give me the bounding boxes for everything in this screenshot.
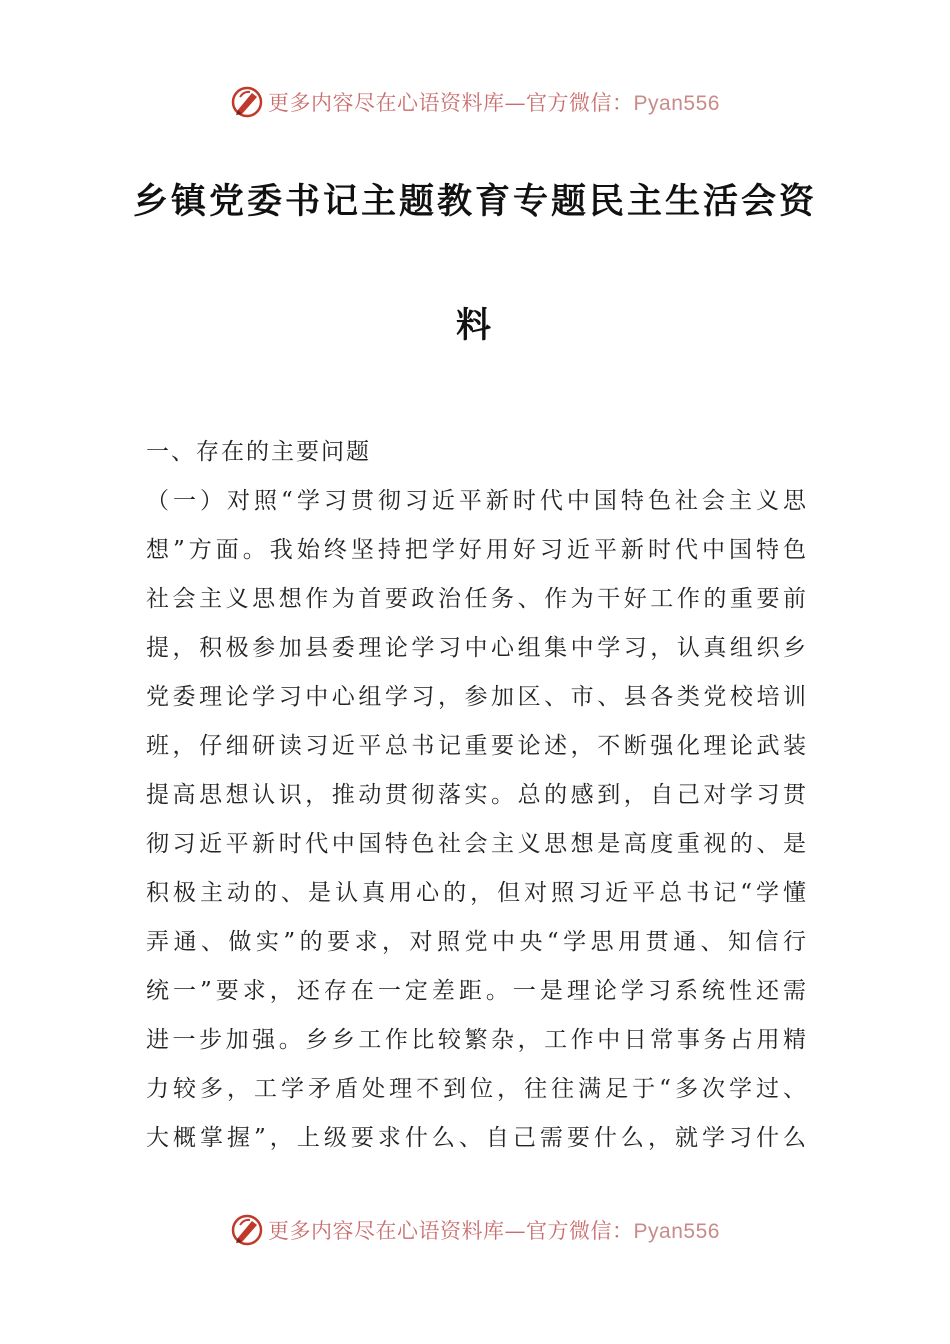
document-title-line1: 乡镇党委书记主题教育专题民主生活会资 [132, 181, 817, 222]
body-line: 班，仔细研读习近平总书记重要论述，不断强化理论武装 [146, 733, 806, 759]
body-line: 大概掌握”，上级要求什么、自己需要什么，就学习什么 [146, 1125, 806, 1151]
body-line: 想”方面。我始终坚持把学好用好习近平新时代中国特色 [146, 537, 806, 563]
document-title-line2: 料 [455, 305, 494, 346]
body-line: 提，积极参加县委理论学习中心组集中学习，认真组织乡 [146, 635, 806, 661]
watermark-banner-bottom [0, 1210, 950, 1250]
section-heading: 一、存在的主要问题 [146, 439, 371, 465]
pen-logo-icon [230, 1213, 264, 1247]
body-line: 弄通、做实”的要求，对照党中央“学思用贯通、知信行 [146, 929, 806, 955]
body-line: 力较多，工学矛盾处理不到位，往往满足于“多次学过、 [146, 1076, 806, 1102]
body-line: 积极主动的、是认真用心的，但对照习近平总书记“学懂 [146, 880, 806, 906]
wechat-id: Pyan556 [633, 1220, 720, 1243]
body-line: 党委理论学习中心组学习，参加区、市、县各类党校培训 [146, 684, 806, 710]
watermark-text: 更多内容尽在心语资料库—官方微信：Pyan556 [268, 1219, 720, 1243]
body-line: 统一”要求，还存在一定差距。一是理论学习系统性还需 [146, 978, 806, 1004]
wechat-id: Pyan556 [633, 92, 720, 115]
pen-logo-icon [230, 85, 264, 119]
body-line: 进一步加强。乡乡工作比较繁杂，工作中日常事务占用精 [146, 1027, 806, 1053]
watermark-text: 更多内容尽在心语资料库—官方微信：Pyan556 [268, 91, 720, 115]
body-line: 彻习近平新时代中国特色社会主义思想是高度重视的、是 [146, 831, 806, 857]
watermark-banner-top [0, 82, 950, 122]
body-line: 提高思想认识，推动贯彻落实。总的感到，自己对学习贯 [146, 782, 806, 808]
body-line: （一）对照“学习贯彻习近平新时代中国特色社会主义思 [146, 488, 806, 514]
body-line: 社会主义思想作为首要政治任务、作为干好工作的重要前 [146, 586, 806, 612]
